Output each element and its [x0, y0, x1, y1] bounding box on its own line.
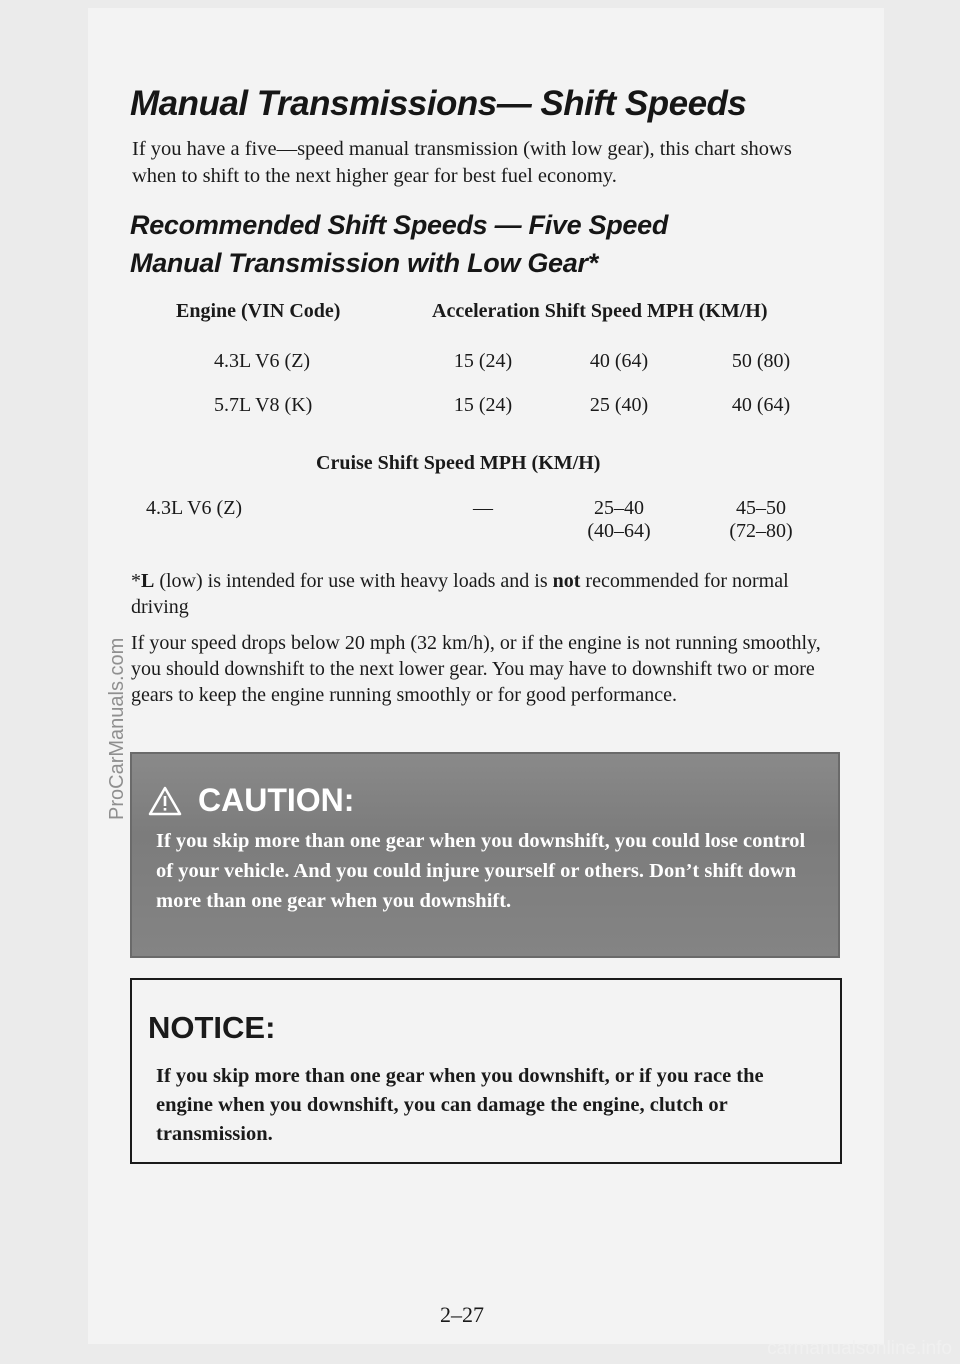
warning-triangle-icon	[148, 786, 182, 816]
intro-paragraph: If you have a five—speed manual transmission (with low gear), this chart shows when to shift to the next higher gear for best fuel economy.	[132, 138, 792, 187]
table-cell-speed: 45–50	[736, 497, 786, 519]
footnote-bold: not	[552, 570, 581, 592]
column-header-engine: Engine (VIN Code)	[176, 300, 341, 322]
table-cell-speed: 25 (40)	[589, 394, 649, 416]
table-cell-speed: 40 (64)	[589, 350, 649, 372]
page-number: 2–27	[440, 1302, 484, 1327]
footnote-star: *	[131, 570, 141, 592]
subheading-line-1: Recommended Shift Speeds — Five Speed	[130, 210, 669, 240]
downshift-paragraph: If your speed drops below 20 mph (32 km/h), or if the engine is not running smoothly, you should downshift to the next lower gear. You may have to downshift two or more gears to keep the engine running smoothly or for good performance.	[131, 632, 821, 706]
table-cell-speed: —	[473, 497, 493, 519]
table-cell-speed-kmh: (40–64)	[587, 520, 651, 542]
bottom-watermark: carmanualsonline.info	[767, 1338, 952, 1359]
notice-text: If you skip more than one gear when you downshift, or if you race the engine when you downshift, you can damage the engine, clutch or transmission.	[156, 1065, 764, 1145]
table-cell-engine: 4.3L V6 (Z)	[146, 497, 243, 519]
footnote-letter: L	[141, 570, 155, 592]
table-cell-engine: 4.3L V6 (Z)	[214, 350, 311, 372]
page-title: Manual Transmissions— Shift Speeds	[130, 84, 747, 123]
footnote-text-1: (low) is intended for use with heavy loads and is	[154, 570, 553, 592]
caution-title	[148, 782, 354, 819]
table-cell-engine: 5.7L V8 (K)	[214, 394, 313, 416]
notice-title: NOTICE:	[148, 1010, 276, 1045]
subheading-line-2: Manual Transmission with Low Gear*	[130, 248, 598, 278]
side-watermark: ProCarManuals.com	[106, 637, 128, 820]
footnote	[131, 568, 831, 620]
table-cell-speed: 15 (24)	[453, 350, 513, 372]
table-cell-speed: 25–40	[594, 497, 644, 519]
table-cell-speed: 50 (80)	[731, 350, 791, 372]
table-cell-speed-kmh: (72–80)	[729, 520, 793, 542]
caution-label: CAUTION:	[198, 782, 355, 818]
column-header-acceleration: Acceleration Shift Speed MPH (KM/H)	[432, 300, 768, 322]
cruise-header: Cruise Shift Speed MPH (KM/H)	[316, 452, 601, 474]
caution-text: If you skip more than one gear when you downshift, you could lose control of your vehicle. And you could injure yourself or others. Don’t shift down more than one gear when you downshift.	[156, 830, 806, 912]
table-cell-speed: 15 (24)	[453, 394, 513, 416]
table-cell-speed: 40 (64)	[731, 394, 791, 416]
footnote-text-2: recommended for normal driving	[131, 570, 789, 618]
